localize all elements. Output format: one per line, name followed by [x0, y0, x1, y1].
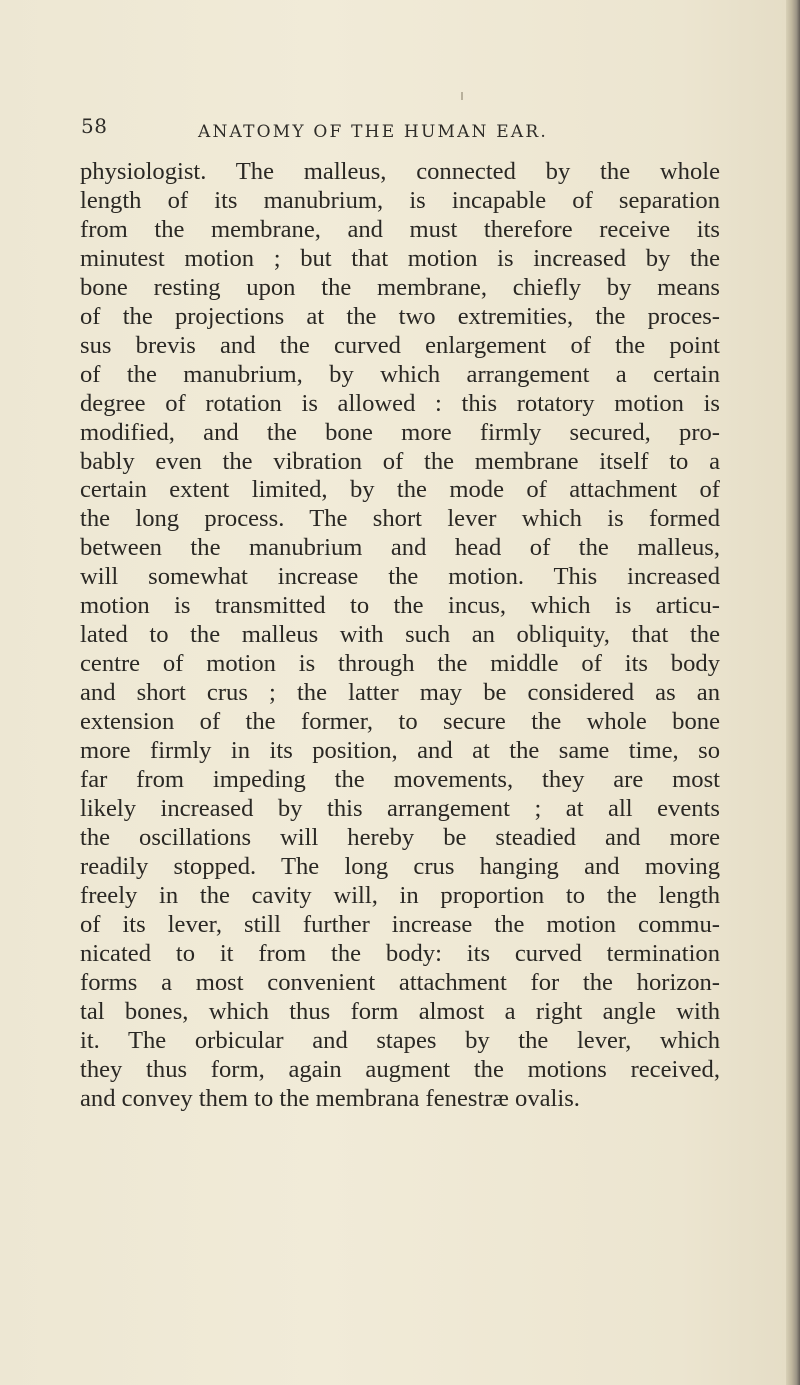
text-line: of its lever, still further increase the motion commu- — [80, 910, 720, 938]
text-line: will somewhat increase the motion. This increased — [80, 563, 720, 591]
text-line: nicated to it from the body: its curved termination — [80, 939, 720, 967]
printing-mark — [461, 92, 463, 100]
text-line: length of its manubrium, is incapable of separation — [80, 186, 720, 214]
text-line: between the manubrium and head of the malleus, — [80, 534, 720, 562]
page-edge-shadow — [786, 0, 800, 1385]
text-line: and short crus ; the latter may be considered as an — [80, 679, 720, 707]
text-line: motion is transmitted to the incus, which is articu- — [80, 592, 720, 620]
text-line: of the manubrium, by which arrangement a certain — [80, 360, 720, 388]
page-number: 58 — [81, 114, 108, 138]
text-line: they thus form, again augment the motions received, — [80, 1055, 720, 1083]
text-line: likely increased by this arrangement ; at all events — [80, 794, 720, 822]
text-line: the oscillations will hereby be steadied and more — [80, 823, 720, 851]
text-line: far from impeding the movements, they are most — [80, 766, 720, 794]
text-line: physiologist. The malleus, connected by the whole — [80, 158, 720, 185]
text-line: bably even the vibration of the membrane itself to a — [80, 447, 720, 475]
text-line: bone resting upon the membrane, chiefly by means — [80, 273, 720, 301]
text-line: freely in the cavity will, in proportion to the length — [80, 881, 720, 909]
running-title: ANATOMY OF THE HUMAN EAR. — [198, 122, 548, 142]
text-line: and convey them to the membrana fenestræ ovalis. — [80, 1084, 580, 1112]
text-line: certain extent limited, by the mode of attachment of — [80, 476, 720, 504]
page-header — [0, 114, 800, 144]
text-line: lated to the malleus with such an obliquity, that the — [80, 621, 720, 649]
body-paragraph — [80, 158, 720, 1113]
text-line: modified, and the bone more firmly secured, pro- — [80, 418, 720, 446]
text-line: it. The orbicular and stapes by the lever, which — [80, 1026, 720, 1054]
text-line: extension of the former, to secure the whole bone — [80, 708, 720, 736]
text-line: centre of motion is through the middle of its body — [80, 650, 720, 678]
text-line: of the projections at the two extremities, the proces- — [80, 302, 720, 330]
text-line: degree of rotation is allowed : this rotatory motion is — [80, 389, 720, 417]
text-line: from the membrane, and must therefore receive its — [80, 215, 720, 243]
text-line: the long process. The short lever which is formed — [80, 505, 720, 533]
text-line: sus brevis and the curved enlargement of the point — [80, 331, 720, 359]
text-line: minutest motion ; but that motion is increased by the — [80, 244, 720, 272]
text-line: more firmly in its position, and at the same time, so — [80, 737, 720, 765]
text-line: readily stopped. The long crus hanging and moving — [80, 852, 720, 880]
text-line: forms a most convenient attachment for the horizon- — [80, 968, 720, 996]
text-line: tal bones, which thus form almost a right angle with — [80, 997, 720, 1025]
